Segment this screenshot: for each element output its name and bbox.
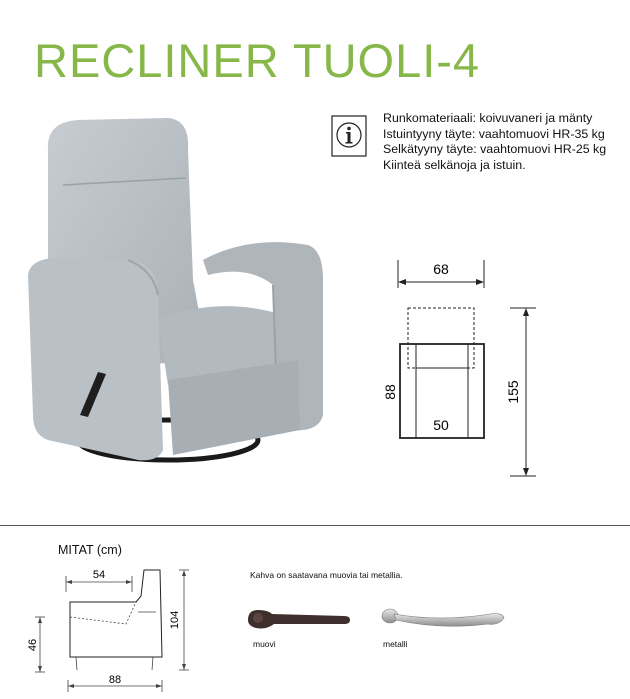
side-view-drawing <box>26 562 196 696</box>
info-icon <box>331 115 367 157</box>
spec-line: Selkätyyny täyte: vaahtomuovi HR-25 kg <box>383 142 607 156</box>
spec-line: Kiinteä selkänoja ja istuin. <box>383 157 526 172</box>
top-width-label: 68 <box>433 261 449 277</box>
plastic-handle-label: muovi <box>253 639 276 649</box>
side-depth-label: 88 <box>108 674 122 686</box>
product-title: RECLINER TUOLI-4 <box>34 34 481 87</box>
metal-handle-label: metalli <box>383 639 408 649</box>
handle-note: Kahva on saatavana muovia tai metallia. <box>250 570 403 580</box>
top-inner-label: 50 <box>433 417 449 433</box>
top-depth-label: 88 <box>382 384 398 400</box>
metal-handle-image <box>380 606 510 634</box>
recliner-chair-image <box>18 110 338 475</box>
top-view-drawing <box>378 258 538 480</box>
section-divider <box>0 525 630 526</box>
top-height-label: 155 <box>505 380 521 404</box>
side-seat-depth-label: 54 <box>92 569 106 581</box>
dimensions-heading: MITAT (cm) <box>58 543 122 557</box>
side-seat-height-label: 46 <box>27 638 39 652</box>
plastic-handle-image <box>244 604 354 632</box>
spec-line: Istuintyyny täyte: vaahtomuovi HR-35 kg <box>383 126 605 141</box>
material-specs <box>383 111 606 173</box>
spec-line: Runkomateriaali: koivuvaneri ja mänty <box>383 111 593 125</box>
side-height-label: 104 <box>169 610 181 630</box>
